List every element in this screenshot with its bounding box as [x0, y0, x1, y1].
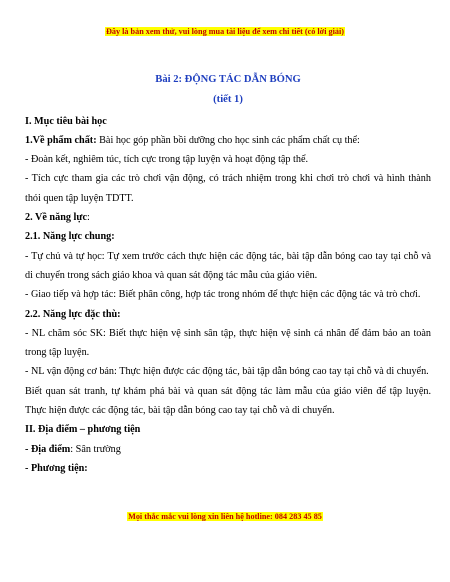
document-body — [25, 70, 431, 478]
lesson-subtitle: (tiết 1) — [213, 94, 243, 106]
competency-item: - Tự chủ và tự học: Tự xem trước cách thực hiện các động tác, bài tập dẫn bóng cao tay tại chỗ và di chuyển trong sách giáo khoa và quan sát động tác mẫu của giáo viên. — [25, 250, 431, 281]
competency-item: - NL chăm sóc SK: Biết thực hiện vệ sinh sân tập, thực hiện vệ sinh cá nhân để đảm bảo an toàn trong tập luyện. — [25, 327, 431, 359]
hotline-banner — [0, 512, 450, 521]
hotline-text: Mọi thắc mắc vui lòng xin liên hệ hotline: 084 283 45 85 — [128, 512, 322, 521]
preview-notice-text: Đây là bản xem thử, vui lòng mua tài liệu để xem chi tiết (có lời giải) — [105, 27, 344, 36]
competency-item: - NL vận động cơ bản: Thực hiện được các động tác, bài tập dẫn bóng cao tay tại chỗ và di chuyển. — [25, 366, 429, 378]
equipment-label: - Phương tiện: — [25, 462, 88, 474]
location-line — [25, 440, 431, 459]
lesson-title: Bài 2: ĐỘNG TÁC DẪN BÓNG — [155, 74, 301, 85]
quality-item: - Tích cực tham gia các trò chơi vận động, có trách nhiệm trong khi chơi trò chơi và hình thành thói quen tập luyện TDTT. — [25, 173, 431, 204]
heading-competencies-text: 2. Về năng lực — [25, 212, 87, 224]
heading-competencies — [25, 208, 431, 227]
heading-objectives: I. Mục tiêu bài học — [25, 115, 107, 127]
preview-notice-banner — [0, 27, 450, 36]
heading-location-equipment: II. Địa điểm – phương tiện — [25, 424, 141, 436]
heading-competencies-colon: : — [86, 212, 90, 224]
location-value: : Sân trường — [70, 443, 121, 455]
heading-general-competencies: 2.1. Năng lực chung: — [25, 231, 115, 243]
qualities-intro: Bài học góp phần bồi dưỡng cho học sinh các phẩm chất cụ thể: — [96, 134, 360, 146]
quality-item: - Đoàn kết, nghiêm túc, tích cực trong tập luyện và hoạt động tập thể. — [25, 154, 309, 166]
location-label: - Địa điểm — [25, 443, 71, 455]
competency-item: Biết quan sát tranh, tự khám phá bài và quan sát động tác làm mẫu của giáo viên để tập luyện. Thực hiện được các động tác, bài tập dẫn bóng cao tay tại chỗ và di chuyển. — [25, 385, 431, 417]
paragraph-qualities — [25, 131, 431, 150]
competency-item: - Giao tiếp và hợp tác: Biết phân công, hợp tác trong nhóm để thực hiện các động tác và trò chơi. — [25, 289, 421, 301]
heading-specific-competencies: 2.2. Năng lực đặc thù: — [25, 308, 121, 320]
heading-qualities: 1.Về phẩm chất: — [25, 134, 97, 146]
